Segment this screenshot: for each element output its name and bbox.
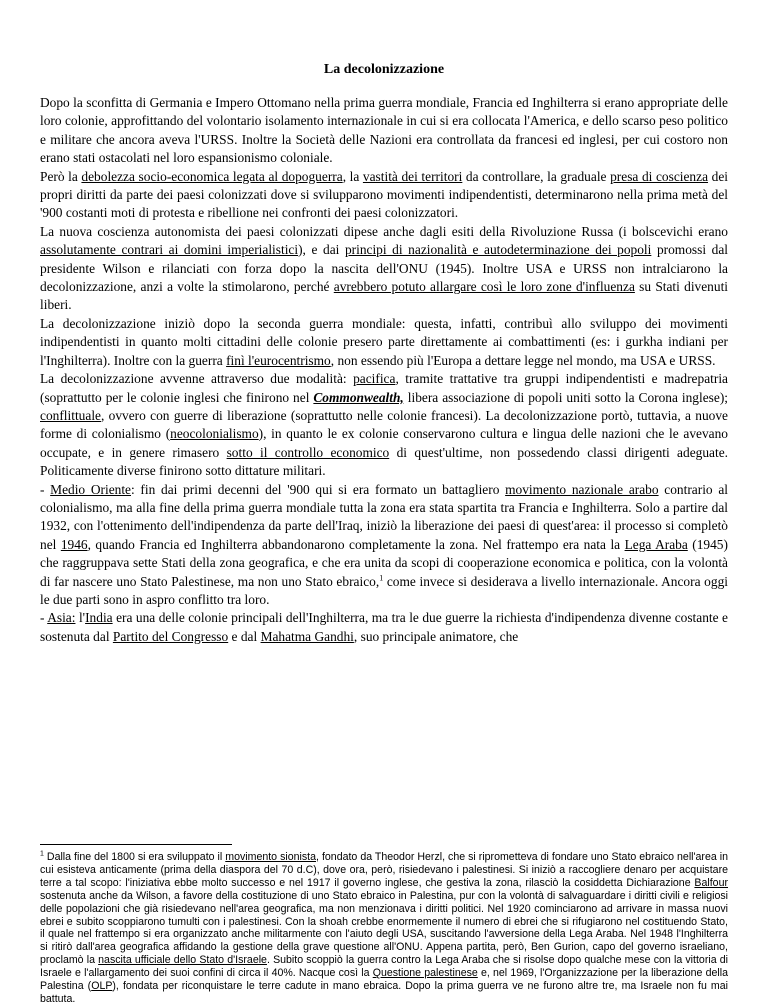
underlined-text: Balfour (694, 876, 728, 889)
underlined-text: presa di coscienza (610, 168, 709, 184)
underlined-text: pacifica (353, 371, 396, 387)
underlined-text: OLP (91, 980, 113, 993)
text-run: , ovvero con guerre di liberazione (soprattutto nelle colonie francesi). La decolonizzazione portò, tuttavia, a nuove forme di colonialismo ( (40, 407, 728, 442)
footnote-1 (40, 851, 728, 1006)
underlined-text: assolutamente contrari ai domini imperialistici (40, 242, 299, 258)
paragraph-1: Dopo la sconfitta di Germania e Impero Ottomano nella prima guerra mondiale, Francia ed Inghilterra si erano appropriate delle loro colonie, approfittando del volontario isolamento internazionale in cui si era collocata l'America, e dello scarso peso politico e militare che ancora aveva l'URSS. Inoltre la Società delle Nazioni era controllata da francesi ed inglesi, per cui costoro non erano stati ostacolati nel loro espansionismo coloniale. (40, 95, 728, 166)
underlined-text: Partito del Congresso (112, 628, 229, 644)
document-title: La decolonizzazione (323, 62, 445, 77)
text-run: sostenuta anche da Wilson, a favore della costituzione di uno Stato ebraico in Palestina, pur con la volontà di salvaguardare i diritti civili e religiosi delle popolazioni che già risiedevano nell'area geografica, ma non menzionava i diritti politici. Nel 1920 cominciarono ad arrivare in massa nuovi ebrei e subito scoppiarono tumulti con i palestinesi. Con la shoah crebbe enormemente il numero di ebrei che si rifugiarono nel costituendo Stato, il quale nel frattempo si era organizzato anche militarmente con l'aiuto degli USA, suscitando l'avversione della Lega Araba. Nel 1948 l'Inghilterra si ritirò dall'area geografica affidando la gestione della grave questione all'ONU. Appena partita, però, Ben Gurion, capo del governo israeliano, proclamò la (40, 889, 728, 967)
paragraph-2 (40, 168, 728, 223)
underlined-text: conflittuale (40, 407, 101, 423)
underlined-text: movimento sionista (225, 851, 317, 863)
text-run: , la (342, 168, 363, 184)
underlined-text: Asia: (47, 610, 76, 626)
underlined-text: principi di nazionalità e autodeterminazione dei popoli (344, 242, 652, 258)
paragraph-3 (40, 223, 728, 315)
text-run: contrario al colonialismo, ma alla fine della prima guerra mondiale tutta la zona era stata spartita tra Francia e Inghilterra. Solo a partire dal 1932, con l'ottenimento dell'indipendenza da parte dell'Iraq, iniziò la liberazione dei paesi di quest'area: il processo si completò nel (40, 481, 728, 552)
underlined-text: movimento nazionale arabo (505, 481, 659, 497)
text-run: era una delle colonie principali dell'Inghilterra, ma tra le due guerre la richiesta d'indipendenza divenne costante e sostenuta dal (40, 610, 728, 644)
text-run: e, nel 1969, l'Organizzazione per la liberazione della Palestina ( (40, 967, 728, 993)
text-run: come invece si desiderava a livello internazionale. Ancora oggi le due parti sono in aspro conflitto tra loro. (40, 573, 728, 607)
text-run: , quando Francia ed Inghilterra abbandonarono completamente la zona. Nel frattempo era nata la (87, 536, 625, 552)
text-run: libera associazione di popoli uniti sotto la Corona inglese); (403, 389, 728, 405)
underlined-text: Mahatma Gandhi (260, 628, 354, 644)
underlined-text: Lega Araba (624, 536, 688, 552)
underlined-text: sotto il controllo economico (226, 444, 390, 460)
underlined-text: finì l'eurocentrismo (226, 352, 331, 368)
text-run: e dal (228, 628, 261, 644)
underlined-text: avrebbero potuto allargare così le loro zone d'influenza (333, 279, 635, 295)
text-run: Però la (40, 168, 82, 184)
text-run: La decolonizzazione avvenne attraverso due modalità: (40, 371, 354, 387)
paragraph-4 (40, 315, 728, 370)
underlined-text: 1946 (60, 536, 88, 552)
underlined-text: neocolonialismo (170, 426, 259, 442)
underlined-text: Questione palestinese (372, 967, 478, 980)
commonwealth-term: Commonwealth, (313, 389, 404, 405)
text-run: su Stati divenuti liberi. (40, 279, 729, 313)
underlined-text: vastità dei territori (362, 168, 463, 184)
text-run: l' (75, 610, 86, 626)
text-run: ), in quanto le ex colonie conservarono cultura e lingua delle nazioni che le avevano occupate, e in genere rimasero (40, 426, 728, 460)
paragraph-asia (40, 609, 728, 646)
text-run: da controllare, la graduale (462, 168, 611, 184)
footnote-reference[interactable]: 1 (379, 573, 384, 583)
text-run: , non essendo più l'Europa a dettare legge nel mondo, ma USA e URSS. (330, 352, 716, 368)
underlined-text: India (85, 610, 113, 626)
document-page (40, 60, 728, 646)
text-run: - (40, 481, 51, 497)
text-run: , fondato da Theodor Herzl, che si riprometteva di fondare uno Stato ebraico nell'area in cui esisteva anticamente (prima della diaspora del 70 d.C), dove ora, però, risiedevano i palestinesi. Si iniziò a raccogliere denaro per acquistare terre a tal scopo: l'iniziativa ebbe molto successo e nel 1917 il governo inglese, che gestiva la zona, rilasciò la cosiddetta Dichiarazione (40, 851, 728, 889)
paragraph-medio-oriente (40, 481, 728, 610)
paragraph-5 (40, 370, 728, 480)
text-run: - (40, 610, 48, 626)
text-run: (1945) che raggruppava sette Stati della zona geografica, e che era unita da scopi di cooperazione economica e politica, con la volontà di far nascere uno Stato Palestinese, ma non uno Stato ebraico, (40, 536, 728, 589)
text-run: dei propri diritti da parte dei paesi colonizzati dove si svilupparono movimenti indipendentisti, determinarono nella prima metà del '900 costanti moti di protesta e ribellione nei confronti dei paesi colonizzatori. (40, 168, 728, 221)
underlined-text: nascita ufficiale dello Stato d'Israele (98, 954, 267, 967)
text-run: , suo principale animatore, che (353, 628, 519, 644)
text-run: . Subito scoppiò la guerra contro la Lega Araba che si risolse dopo qualche mese con la vittoria di Israele e l'allargamento dei suoi confini di circa il 40%. Nacque così la (40, 954, 729, 980)
text-run: promossi dal presidente Wilson e rilanciati con forza dopo la nascita dell'ONU (1945). Inoltre USA e URSS non intralciarono la decolonizzazione, anzi a volte la stimolarono, perché (40, 242, 728, 295)
text-run: La nuova coscienza autonomista dei paesi colonizzati dipese anche dagli esiti della Rivoluzione Russa (i bolscevichi erano (40, 223, 728, 239)
footnote-number: 1 (40, 850, 44, 858)
text-run: La decolonizzazione iniziò dopo la seconda guerra mondiale: questa, infatti, contribuì allo sviluppo dei movimenti indipendentisti in quanto molti cittadini delle colonie presero parte direttamente ai combattimenti (es: i gurkha indiani per l'Inghilterra). Inoltre con la guerra (40, 315, 728, 368)
text-run: ), e dai (298, 242, 345, 258)
text-run: Dalla fine del 1800 si era sviluppato il (43, 851, 226, 863)
text-run: : fin dai primi decenni del '900 qui si era formato un battagliero (131, 481, 506, 497)
text-run: , tramite trattative tra gruppi indipendentisti e madrepatria (soprattutto per le colonie inglesi che finirono nel (40, 371, 728, 405)
footnote-separator (40, 844, 232, 845)
document-body (40, 94, 728, 646)
text-run: di quest'ultime, non possedendo classi dirigenti adeguate. Politicamente diverse finirono sotto dittature militari. (40, 444, 728, 479)
underlined-text: debolezza socio-economica legata al dopoguerra (81, 168, 343, 184)
text-run: ), fondata per riconquistare le terre cadute in mano ebraica. Dopo la prima guerra ve ne furono altre tre, ma Israele non fu mai battuta. (40, 980, 728, 1005)
underlined-text: Medio Oriente (50, 481, 131, 497)
